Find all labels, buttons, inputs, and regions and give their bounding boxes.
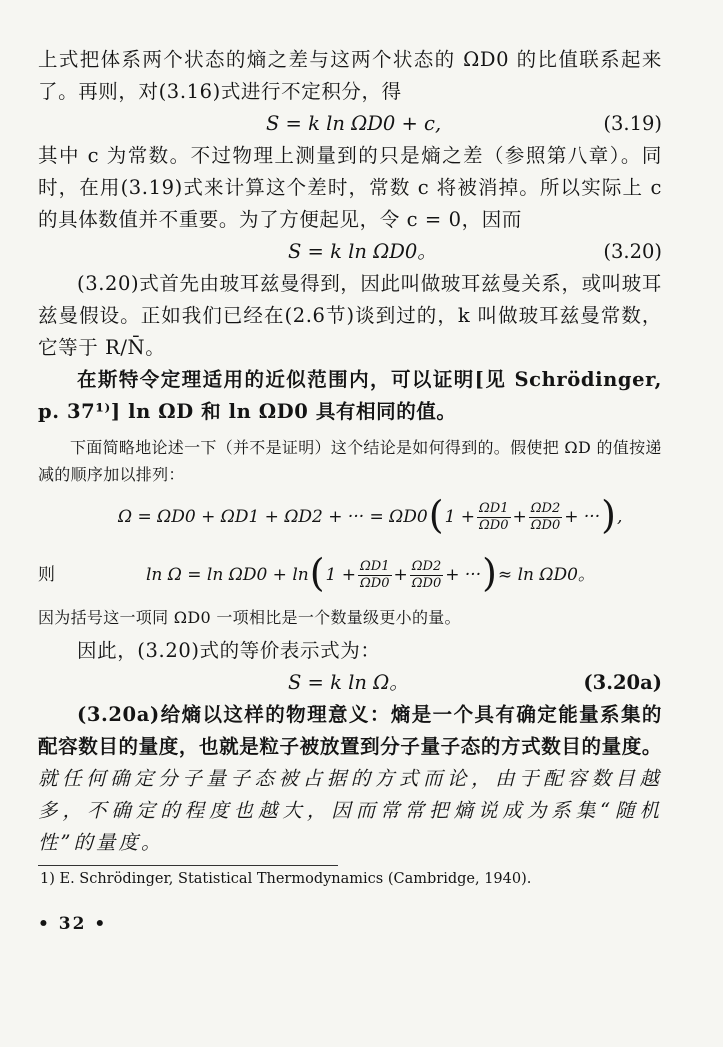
fraction-2 <box>529 501 562 534</box>
equation-3-20a <box>38 667 662 699</box>
series-equation-1-left: Ω = ΩD0 + ΩD1 + ΩD2 + ··· = ΩD0 <box>118 507 428 527</box>
series-equation-1-one: 1 + <box>444 507 476 527</box>
series-equation-1 <box>38 488 662 546</box>
series-equation-1-plus: + <box>512 507 527 527</box>
series-equation-2-right: ≈ ln ΩD0。 <box>497 565 595 585</box>
note-paragraph-2: 因为括号这一项同 ΩD0 一项相比是一个数量级更小的量。 <box>38 608 461 627</box>
equation-3-19-number: (3.19) <box>603 112 662 135</box>
paragraph-2: 其中 c 为常数。不过物理上测量到的只是熵之差（参照第八章）。同时，在用(3.19)式来计算这个差时，常数 c 将被消掉。所以实际上 c 的具体数值并不重要。为了方便起见，令 c = 0，因而 <box>38 144 662 231</box>
series-equation-1-tail: + ··· <box>564 507 601 527</box>
series-equation-2 <box>38 546 662 604</box>
fraction-4 <box>410 559 443 592</box>
series-equation-2-one: 1 + <box>325 565 357 585</box>
paragraph-1: 上式把体系两个状态的熵之差与这两个状态的 ΩD0 的比值联系起来了。再则，对(3.16)式进行不定积分，得 <box>38 48 662 103</box>
fraction-1-denominator: ΩD0 <box>479 517 509 533</box>
fraction-3-numerator: ΩD1 <box>360 558 390 574</box>
series-equation-2-body <box>146 551 595 595</box>
fraction-2-numerator: ΩD2 <box>530 500 561 516</box>
equation-3-20-number: (3.20) <box>603 240 662 263</box>
fraction-3 <box>358 559 391 592</box>
series-equation-2-left: ln Ω = ln ΩD0 + ln <box>146 565 309 585</box>
equation-3-20a-formula: S = k ln Ω。 <box>288 671 409 694</box>
paragraph-5: 因此，(3.20)式的等价表示式为： <box>77 639 381 662</box>
right-paren: ) <box>601 493 616 537</box>
paragraph-6 <box>38 699 662 859</box>
left-paren: ( <box>428 493 444 537</box>
equation-3-19 <box>38 108 662 140</box>
equation-3-20a-number: (3.20a) <box>583 671 662 694</box>
paragraph-6-emphasis: 就任何确定分子量子态被占据的方式而论，由于配容数目越多，不确定的程度也越大，因而常常把熵说成为系集“随机性”的量度。 <box>38 767 662 854</box>
page-body <box>38 44 662 934</box>
fraction-1-numerator: ΩD1 <box>479 500 509 516</box>
right-paren: ) <box>482 551 497 595</box>
series-equation-1-body <box>118 493 623 537</box>
footnote: 1) E. Schrödinger, Statistical Thermodynamics (Cambridge, 1940). <box>40 871 532 887</box>
equation-3-19-formula: S = k ln ΩD0 + c, <box>266 112 442 135</box>
paragraph-4: 在斯特令定理适用的近似范围内，可以证明[见 Schrödinger, p. 37¹⁾] ln ΩD 和 ln ΩD0 具有相同的值。 <box>38 368 662 423</box>
equation-3-20 <box>38 236 662 268</box>
series-equation-2-plus: + <box>393 565 408 585</box>
page-number: • 32 • <box>38 914 108 934</box>
left-paren: ( <box>309 551 325 595</box>
fraction-4-denominator: ΩD0 <box>411 575 442 591</box>
fraction-1 <box>477 501 510 534</box>
paragraph-6-main: (3.20a)给熵以这样的物理意义：熵是一个具有确定能量系集的配容数目的量度，也就是粒子被放置到分子量子态的方式数目的量度。 <box>38 703 662 758</box>
fraction-2-denominator: ΩD0 <box>530 517 561 533</box>
equation-3-20-formula: S = k ln ΩD0。 <box>288 240 437 263</box>
note-paragraph-1: 下面简略地论述一下（并不是证明）这个结论是如何得到的。假使把 ΩD 的值按递减的顺序加以排列： <box>38 438 662 484</box>
fraction-4-numerator: ΩD2 <box>411 558 442 574</box>
fraction-3-denominator: ΩD0 <box>360 575 390 591</box>
series-equation-2-lead: 则 <box>38 565 55 585</box>
series-equation-1-end: , <box>616 507 623 527</box>
series-equation-2-tail: + ··· <box>445 565 482 585</box>
paragraph-3: (3.20)式首先由玻耳兹曼得到，因此叫做玻耳兹曼关系，或叫玻耳兹曼假设。正如我们已经在(2.6节)谈到过的，k 叫做玻耳兹曼常数，它等于 R/N̄。 <box>38 272 662 359</box>
